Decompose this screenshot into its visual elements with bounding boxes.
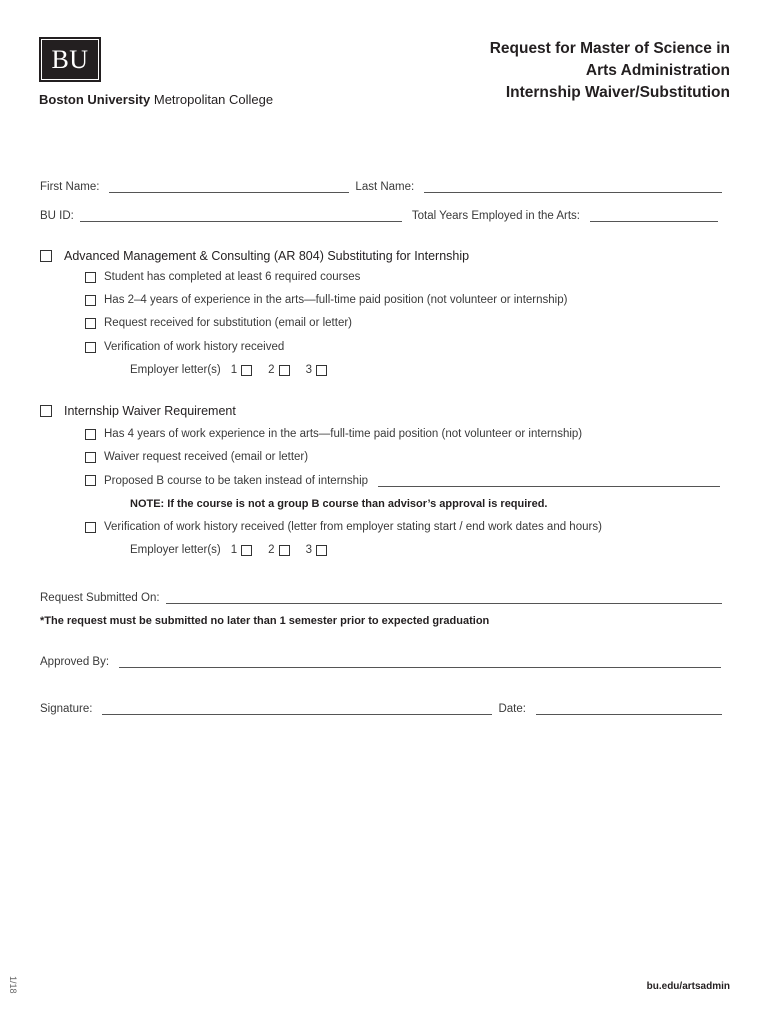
item-text: Verification of work history received (letter from employer stating start / end work dates and hours) [104,521,602,533]
checkbox[interactable] [316,365,327,376]
advisor-note: NOTE: If the course is not a group B course than advisor’s approval is required. [130,498,548,510]
signature-row [40,702,728,715]
checkbox[interactable] [279,365,290,376]
last-name-label: Last Name: [355,181,415,193]
signature-label: Signature: [40,703,93,715]
bu-logo [39,37,101,82]
section-substitution-heading [40,249,469,263]
title-line-1: Request for Master of Science in [489,40,730,57]
item-text: Student has completed at least 6 required courses [104,271,361,283]
item-text: Verification of work history received [104,341,285,353]
letter-number: 2 [268,364,275,376]
bu-id-field[interactable] [80,209,402,222]
university-name: Boston University [39,92,151,107]
checkbox[interactable] [85,342,96,353]
checkbox[interactable] [241,545,252,556]
letter-number: 1 [230,364,238,376]
checkbox[interactable] [316,545,327,556]
approved-label: Approved By: [40,656,110,668]
list-item [85,521,602,533]
employer-letter-label: Employer letter(s) [130,364,221,376]
list-item [85,428,582,440]
checkbox[interactable] [85,318,96,329]
form-title [370,38,730,104]
item-text: Has 2–4 years of experience in the arts—full-time paid position (not volunteer or internship) [104,294,568,306]
checkbox[interactable] [85,475,96,486]
signature-field[interactable] [102,702,492,715]
bu-id-label: BU ID: [40,210,74,222]
approved-row [40,655,727,668]
checkbox[interactable] [85,295,96,306]
letter-number: 1 [230,544,238,556]
name-row [40,180,728,193]
checkbox[interactable] [85,429,96,440]
years-employed-field[interactable] [590,209,718,222]
list-item [85,294,567,306]
years-employed-label: Total Years Employed in the Arts: [411,210,581,222]
submitted-label: Request Submitted On: [40,592,160,604]
list-item [85,451,308,463]
date-label: Date: [498,703,526,715]
proposed-course-field[interactable] [378,474,720,487]
footer-url: bu.edu/artsadmin [646,981,730,992]
last-name-field[interactable] [424,180,722,193]
date-field[interactable] [536,702,722,715]
deadline-note: *The request must be submitted no later than 1 semester prior to expected graduation [40,615,490,627]
submitted-field[interactable] [166,591,722,604]
college-name [39,92,273,107]
checkbox[interactable] [40,250,52,262]
list-item [85,341,284,353]
letter-number: 2 [268,544,275,556]
checkbox[interactable] [279,545,290,556]
list-item [85,317,352,329]
college-label: Metropolitan College [153,92,274,107]
checkbox[interactable] [241,365,252,376]
list-item [85,474,726,487]
title-line-3: Internship Waiver/Substitution [505,84,730,101]
submitted-row [40,591,728,604]
item-text: Request received for substitution (email or letter) [104,317,352,329]
section-heading-text: Advanced Management & Consulting (AR 804) Substituting for Internship [64,249,470,263]
section-heading-text: Internship Waiver Requirement [64,404,236,418]
employer-letters-row [130,364,339,376]
checkbox[interactable] [85,522,96,533]
item-text: Waiver request received (email or letter) [104,451,309,463]
id-row [40,209,724,222]
logo-text: BU [51,44,89,74]
first-name-label: First Name: [40,181,100,193]
first-name-field[interactable] [109,180,349,193]
employer-letters-row [130,544,339,556]
letter-number: 3 [305,364,312,376]
checkbox[interactable] [40,405,52,417]
item-text: Proposed B course to be taken instead of internship [104,474,369,487]
checkbox[interactable] [85,272,96,283]
title-line-2: Arts Administration [585,62,730,79]
section-waiver-heading [40,404,236,418]
list-item [85,271,360,283]
approved-field[interactable] [119,655,721,668]
employer-letter-label: Employer letter(s) [130,544,221,556]
letter-number: 3 [305,544,312,556]
checkbox[interactable] [85,452,96,463]
item-text: Has 4 years of work experience in the arts—full-time paid position (not volunteer or internship) [104,428,583,440]
version-code: 1/18 [8,976,18,994]
